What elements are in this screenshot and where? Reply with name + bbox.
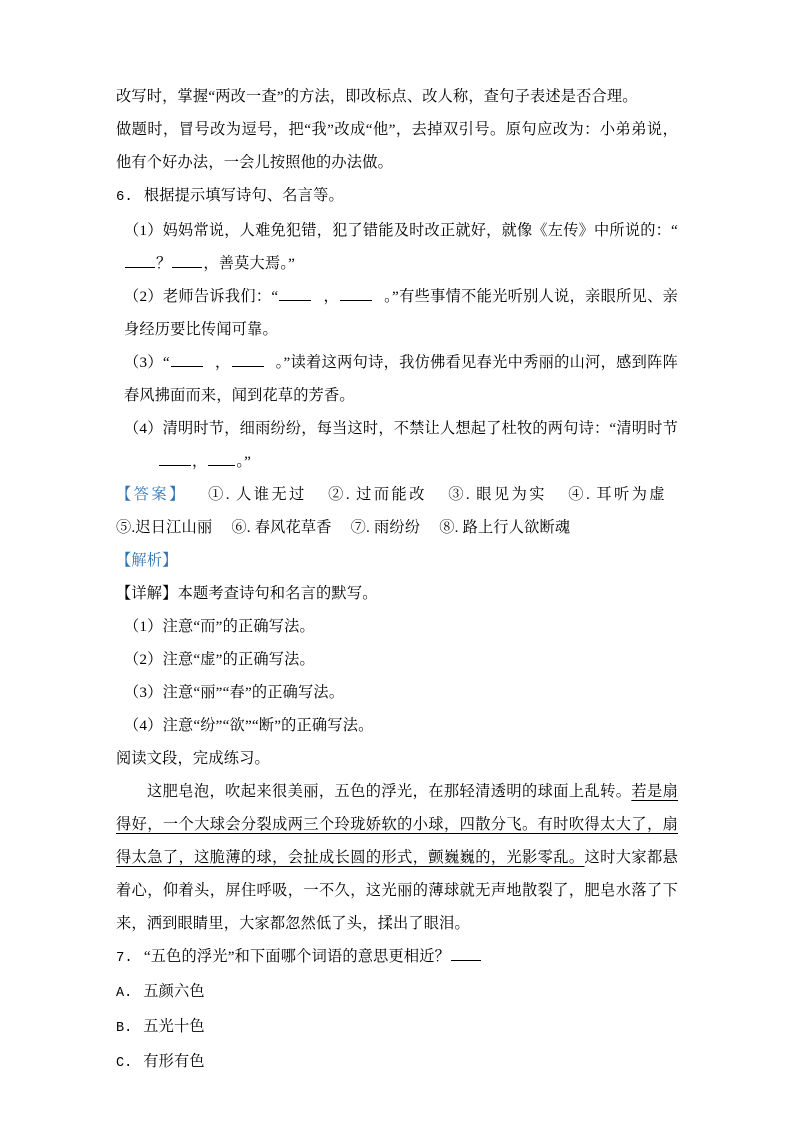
question-6-item-4 <box>116 412 678 478</box>
answer-marker-3: ③. <box>445 486 470 503</box>
question-6-stem <box>116 179 678 214</box>
question-6-item-1 <box>116 214 678 280</box>
item-3-part-a: “ <box>162 354 170 371</box>
item-1-part-a: 妈妈常说，人难免犯错，犯了错能及时改正就好，就像《左传》中所说的：“ <box>162 222 678 239</box>
detail-point-4: （4）注意“纷”“欲”“断”的正确写法。 <box>124 717 374 734</box>
item-4-part-b: ， <box>192 453 208 470</box>
answer-text-6: 春风花草香 <box>254 519 332 536</box>
fill-blank-1[interactable] <box>125 254 155 268</box>
question-6-item-3 <box>116 346 678 412</box>
item-2-part-b: ， <box>323 288 340 305</box>
detail-intro-line <box>116 577 678 610</box>
option-c-letter: C. <box>116 1056 133 1071</box>
answer-marker-1: ①. <box>205 486 230 503</box>
answer-text-1: 人谁无过 <box>236 486 307 503</box>
fill-blank-3[interactable] <box>279 287 311 301</box>
answer-marker-4: ④. <box>566 486 590 503</box>
fill-blank-4[interactable] <box>340 287 372 301</box>
fill-blank-6[interactable] <box>232 353 264 367</box>
answer-marker-6: ⑥. <box>231 519 251 536</box>
item-4-label: （4） <box>124 420 163 437</box>
answer-entry-7 <box>351 519 421 536</box>
answer-marker-2: ②. <box>325 486 350 503</box>
answer-entry-5 <box>116 519 212 536</box>
item-4-part-c: 。” <box>236 453 252 470</box>
question-7-option-b[interactable] <box>116 1010 678 1045</box>
analysis-tag: 【解析】 <box>116 552 178 569</box>
answer-tag: 【答案】 <box>116 486 187 503</box>
question-6-stem-text: 根据提示填写诗句、名言等。 <box>143 187 344 204</box>
option-a-letter: A. <box>116 986 133 1001</box>
option-a-text: 五颜六色 <box>143 983 205 1000</box>
item-1-label: （1） <box>124 222 163 239</box>
item-4-part-a: 清明时节，细雨纷纷，每当这时，不禁让人想起了杜牧的两句诗：“清明时节 <box>162 420 678 437</box>
question-7-option-c[interactable] <box>116 1045 678 1080</box>
fill-blank-8[interactable] <box>208 452 235 466</box>
answer-entry-3 <box>446 486 547 503</box>
fill-blank-2[interactable] <box>172 254 202 268</box>
question-6-number: 6. <box>116 189 133 205</box>
answer-text-3: 眼见为实 <box>476 486 547 503</box>
question-7-stem-text: “五色的浮光”和下面哪个词语的意思更相近？ <box>143 948 451 965</box>
answer-entry-6 <box>231 519 331 536</box>
fill-blank-5[interactable] <box>171 353 203 367</box>
passage-plain-2: 这时大家都悬着心，仰着头，屏住呼吸，一不久，这光丽的薄球就无声地散裂了，肥皂水落了下来，洒到眼睛里，大家都忽然低了头，揉出了眼泪。 <box>116 849 679 932</box>
passage-plain-1: 这肥皂泡，吹起来很美丽，五色的浮光，在那轻清透明的球面上乱转。 <box>147 783 632 800</box>
answer-text-4: 耳听为虚 <box>596 486 668 503</box>
fill-blank-7[interactable] <box>159 452 191 466</box>
answer-entry-4 <box>566 486 667 503</box>
document-body <box>116 80 678 1080</box>
option-b-letter: B. <box>116 1021 133 1036</box>
item-2-part-c: 。”有些事情不能光听别人说，亲眼所见、亲身经历要比传闻可靠。 <box>124 288 679 338</box>
intro-line-1: 改写时，掌握“两改一查”的方法，即改标点、改人称，查句子表述是否合理。 <box>116 88 638 105</box>
option-b-text: 五光十色 <box>143 1018 205 1035</box>
option-c-text: 有形有色 <box>143 1053 205 1070</box>
item-1-part-b: ？ <box>156 255 172 272</box>
question-7-number: 7. <box>116 950 133 966</box>
answer-marker-8: ⑧. <box>439 519 459 536</box>
item-3-part-c: 。”读着这两句诗，我仿佛看见春光中秀丽的山河，感到阵阵春风拂面而来，闻到花草的芳香。 <box>124 354 679 404</box>
answer-block <box>116 478 678 544</box>
question-7-stem <box>116 940 678 975</box>
answer-text-2: 过而能改 <box>356 486 427 503</box>
detail-tag: 【详解】 <box>116 585 178 602</box>
intro-line-2: 做题时，冒号改为逗号，把“我”改成“他”，去掉双引号。原句应改为：小弟弟说，他有个好办法，一会儿按照他的办法做。 <box>116 121 678 171</box>
fill-blank-9[interactable] <box>451 947 481 961</box>
answer-marker-7: ⑦. <box>350 519 371 536</box>
item-3-part-b: ， <box>214 354 231 371</box>
passage-body <box>116 775 678 940</box>
answer-text-8: 路上行人欲断魂 <box>462 519 571 536</box>
question-7-option-a[interactable] <box>116 975 678 1010</box>
detail-point-1: （1）注意“而”的正确写法。 <box>124 618 315 635</box>
detail-point-2: （2）注意“虚”的正确写法。 <box>124 651 315 668</box>
answer-entry-2 <box>326 486 427 503</box>
answer-marker-5: ⑤. <box>116 519 136 536</box>
passage-underlined: 若是扇得好，一个大球会分裂成两三个玲珑娇软的小球，四散分飞。有时吹得太大了，扇得太急了，这脆薄的球，会扯成长圆的形式，颤巍巍的，光影零乱。 <box>116 783 678 866</box>
answer-entry-8 <box>439 519 570 536</box>
item-1-part-c: ，善莫大焉。” <box>203 255 296 272</box>
detail-point-3: （3）注意“丽”“春”的正确写法。 <box>124 684 345 701</box>
passage-instruction: 阅读文段，完成练习。 <box>116 750 270 767</box>
item-2-part-a: 老师告诉我们：“ <box>162 288 279 305</box>
item-3-label: （3） <box>124 354 163 371</box>
detail-intro-text: 本题考查诗句和名言的默写。 <box>177 585 378 602</box>
answer-text-7: 雨纷纷 <box>374 519 421 536</box>
question-6-item-2 <box>116 280 678 346</box>
answer-entry-1 <box>206 486 307 503</box>
answer-text-5: 迟日江山丽 <box>135 519 213 536</box>
analysis-tag-line <box>116 544 678 577</box>
item-2-label: （2） <box>124 288 163 305</box>
